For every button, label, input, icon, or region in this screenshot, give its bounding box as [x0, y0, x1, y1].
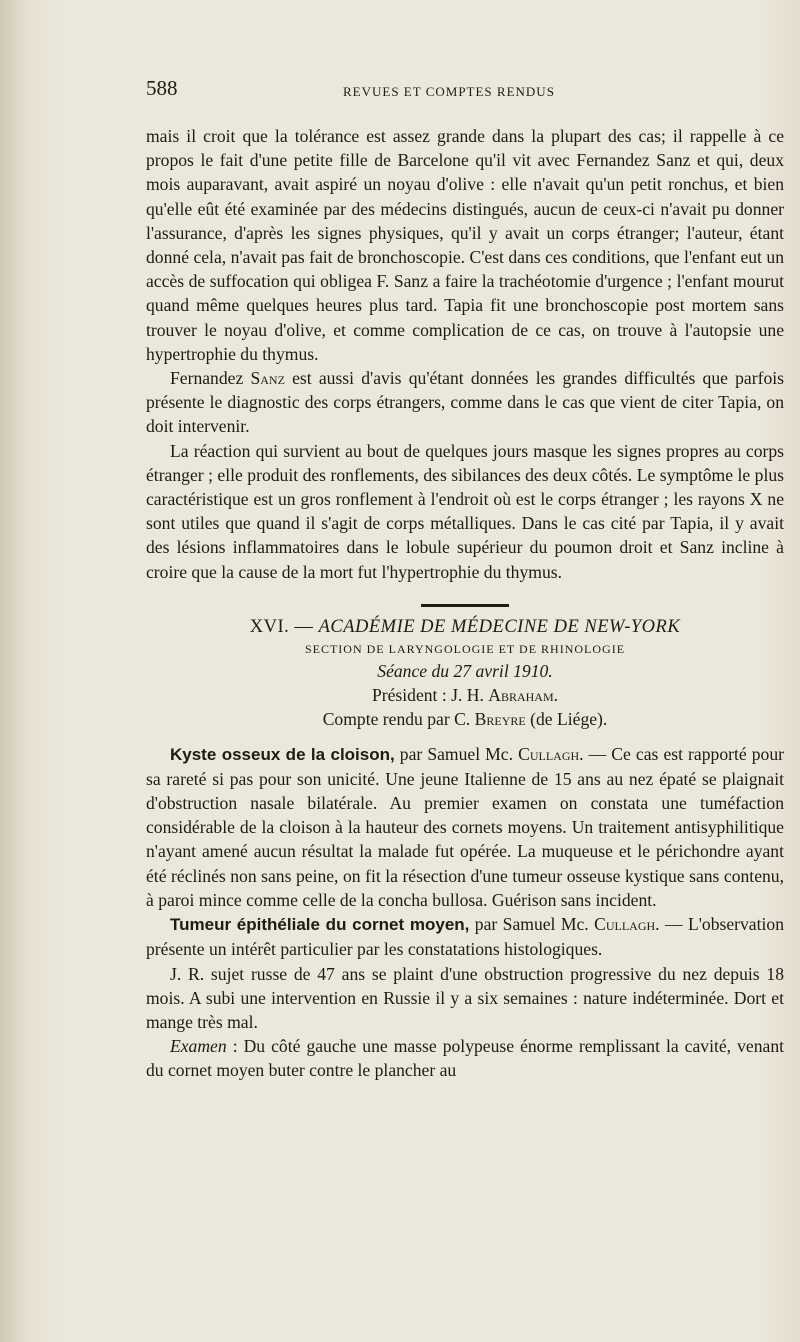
- article-1-text: — Ce cas est rapporté pour sa rareté si pas pour son unicité. Une jeune Italienne de 15 ans au nez épaté se plaignait d'obstruction nasale bilatérale. Au premier examen on constata une tuméfaction considérable de la cloison à la hauteur des cornets moyens. Un traitement antisyphilitique n'ayant amené aucun résultat la malade fut opérée. La muqueuse et le périchondre ayant été réclinés non sans peine, on fit la résection d'une tumeur osseuse kystique sans contenu, à paroi mince comme celle de la concha bullosa. Guérison sans incident.: [146, 743, 784, 910]
- running-head: REVUES ET COMPTES RENDUS: [343, 84, 555, 99]
- article-2-title: Tumeur épithéliale du cornet moyen,: [170, 915, 470, 935]
- page-number: 588: [146, 76, 178, 100]
- exam-text: : Du côté gauche une masse polypeuse énorme remplissant la cavité, venant du cornet moyen buter contre le plancher au: [146, 1036, 784, 1081]
- paragraph-1: mais il croit que la tolérance est assez grande dans la plupart des cas; il rappelle à ce propos le fait d'une petite fille de Barcelone qu'il vit avec Fernandez Sanz et qui, deux mois auparavant, avait aspiré un noyau d'olive : elle n'avait qu'un petit ronchus, et bien qu'elle eût été examinée par des médecins distingués, aucun de ceux-ci n'avait pu donner l'assurance, d'après les signes physiques, qu'il y avait un corps étranger; l'auteur, étant donné cela, n'avait pas fait de bronchoscopie. C'est dans ces conditions, que l'enfant eut un accès de suffocation qui obligea F. Sanz a faire la trachéotomie d'urgence ; l'enfant mourut quand même quelques heures plus tard. Tapia fit une bronchoscopie post mortem sans trouver le noyau d'olive, et comme complication de ce cas, on trouve à l'autopsie une hypertrophie du thymus.: [146, 126, 784, 364]
- paragraph-2-name-sc: Sanz: [250, 368, 285, 389]
- article-2-paragraph-2: J. R. sujet russe de 47 ans se plaint d'une obstruction progressive du nez depuis 18 mois. A subi une intervention en Russie il y a six semaines : nature indéterminée. Dort et mange très mal.: [146, 963, 784, 1032]
- compte-place: (de Liége).: [525, 709, 608, 730]
- section-title: ACADÉMIE DE MÉDECINE DE NEW-YORK: [318, 616, 681, 637]
- paragraph-2: [146, 366, 784, 439]
- president-name: Abraham.: [488, 685, 559, 706]
- compte-rendu-line: [146, 707, 784, 731]
- section-subtitle: SECTION DE LARYNGOLOGIE ET DE RHINOLOGIE: [304, 642, 626, 657]
- paragraph-2-name: Fernandez: [170, 368, 251, 389]
- page-header: [146, 76, 786, 106]
- article-2: [146, 912, 784, 961]
- president-label: Président : J. H.: [371, 685, 489, 706]
- article-2-exam: [146, 1034, 784, 1082]
- article-1-author: Cullagh.: [518, 743, 584, 764]
- exam-label: Examen: [170, 1036, 227, 1057]
- article-2-text: — L'observation présente un intérêt particulier par les constatations histologiques.: [146, 914, 784, 960]
- seance-date: Séance du 27 avril 1910.: [377, 661, 553, 682]
- page-body: [146, 124, 784, 1083]
- compte-author: Breyre: [474, 709, 526, 730]
- article-2-author: Cullagh.: [594, 914, 660, 935]
- paragraph-2-rest: est aussi d'avis qu'étant données les grandes difficultés que parfois présente le diagnostic des corps étrangers, comme dans le cas que vient de citer Tapia, on doit intervenir.: [146, 368, 784, 437]
- president-line: [146, 683, 784, 707]
- section-heading: [146, 615, 784, 639]
- section-number: XVI. —: [249, 616, 319, 637]
- article-1-title: Kyste osseux de la cloison,: [170, 744, 395, 764]
- article-2-by: par Samuel Mc.: [469, 914, 595, 935]
- paragraph-3: La réaction qui survient au bout de quelques jours masque les signes propres au corps étranger ; elle produit des ronflements, des sibilances des deux côtés. Le symptôme le plus caractéristique est un gros ronflement à l'endroit où est le corps étranger ; les rayons X ne sont utiles que quand il s'agit de corps métalliques. Dans le cas cité par Tapia, il y avait des lésions inflammatoires dans le lobule supérieur du poumon droit et Sanz incline à croire que la cause de la mort fut l'hypertrophie du thymus.: [146, 440, 784, 582]
- section-divider: [421, 604, 509, 607]
- article-1: [146, 742, 784, 912]
- article-1-by: par Samuel Mc.: [394, 743, 519, 764]
- compte-label: Compte rendu par C.: [322, 709, 475, 730]
